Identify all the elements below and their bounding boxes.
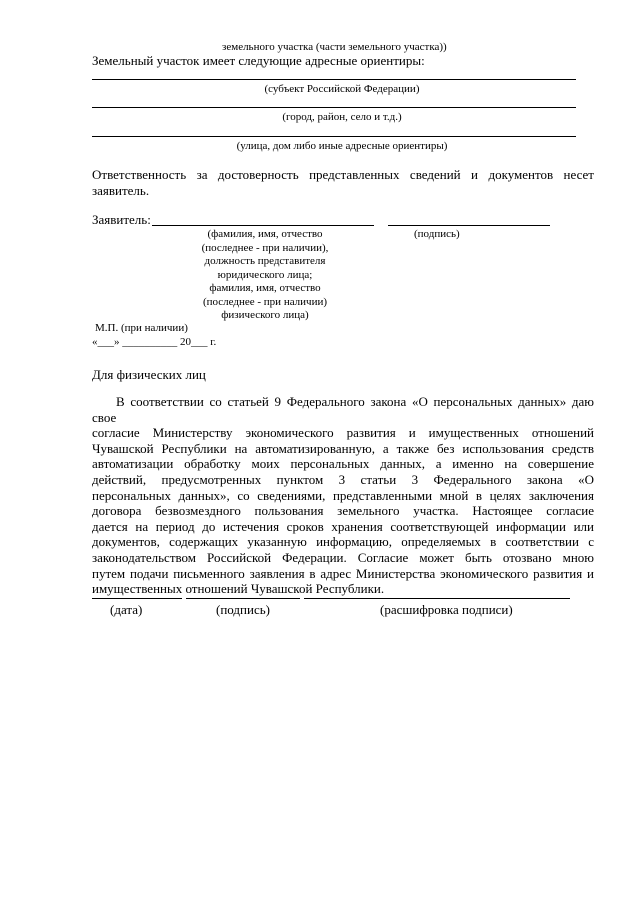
consent-line: законодательством Российской Федерации. Согласие может быть отозвано мною	[92, 549, 594, 565]
consent-line: имущественных отношений Чувашской Республики.	[92, 581, 385, 597]
address-intro: Земельный участок имеет следующие адресные ориентиры:	[92, 53, 425, 68]
name-caption-line: (последнее - при наличии),	[201, 241, 329, 254]
responsibility-line: Ответственность за достоверность представленных сведений и документов несет	[92, 167, 594, 182]
consent-line: документов, содержащих указанную информацию, определяемых в соответствии с	[92, 534, 594, 550]
date-line: «___» __________ 20___ г.	[92, 336, 217, 348]
decoding-line	[304, 598, 570, 599]
date-caption: (дата)	[110, 602, 143, 617]
signature-line	[186, 598, 300, 599]
stamp-label: М.П. (при наличии)	[95, 322, 188, 334]
consent-line: путем подачи письменного заявления в адрес Министерства экономического развития и	[92, 565, 594, 581]
name-caption-line: должность представителя	[204, 255, 326, 267]
consent-line: договора безвозмездного пользования земельного участка. Настоящее согласие	[92, 503, 594, 519]
applicant-signature-caption: (подпись)	[414, 228, 460, 240]
applicant-name-caption	[180, 228, 350, 323]
signature-caption: (подпись)	[216, 602, 270, 617]
subject-line	[92, 79, 576, 80]
date-signature-line	[92, 598, 182, 599]
name-caption-line: физического лица)	[221, 309, 309, 321]
responsibility-line: заявитель.	[92, 182, 150, 198]
consent-text	[92, 394, 594, 597]
consent-line: В соответствии со статьей 9 Федерального закона «О персональных данных» даю свое	[92, 394, 594, 425]
applicant-name-line	[152, 225, 374, 226]
consent-line: Чувашской Республики на автоматизированную, а также без использования средств	[92, 440, 594, 456]
consent-line: автоматизации обработку моих персональных данных, а именно на совершение	[92, 456, 594, 472]
applicant-signature-line	[388, 225, 550, 226]
consent-line: персональных данных», со сведениями, представленными мной в целях заключения	[92, 487, 594, 503]
consent-line: согласие Министерству экономического развития и имущественных отношений	[92, 425, 594, 441]
name-caption-line: (фамилия, имя, отчество	[207, 228, 323, 240]
consent-line: дается на период до истечения сроков хранения соответствующей информации или	[92, 518, 594, 534]
consent-heading: Для физических лиц	[92, 367, 206, 382]
decoding-caption: (расшифровка подписи)	[380, 602, 513, 617]
street-caption: (улица, дом либо иные адресные ориентиры)	[236, 140, 448, 152]
street-line	[92, 136, 576, 137]
applicant-label: Заявитель:	[92, 212, 151, 227]
city-line	[92, 107, 576, 108]
responsibility-text	[92, 167, 594, 198]
city-caption: (город, район, село и т.д.)	[282, 111, 402, 123]
consent-line: действий, предусмотренных пунктом 3 статьи 3 Федерального закона «О	[92, 471, 594, 487]
subject-caption: (субъект Российской Федерации)	[264, 83, 420, 95]
name-caption-line: фамилия, имя, отчество	[209, 282, 321, 294]
header-continuation: земельного участка (части земельного участка))	[222, 41, 447, 53]
name-caption-line: юридического лица;	[217, 268, 313, 281]
name-caption-line: (последнее - при наличии)	[202, 295, 328, 308]
